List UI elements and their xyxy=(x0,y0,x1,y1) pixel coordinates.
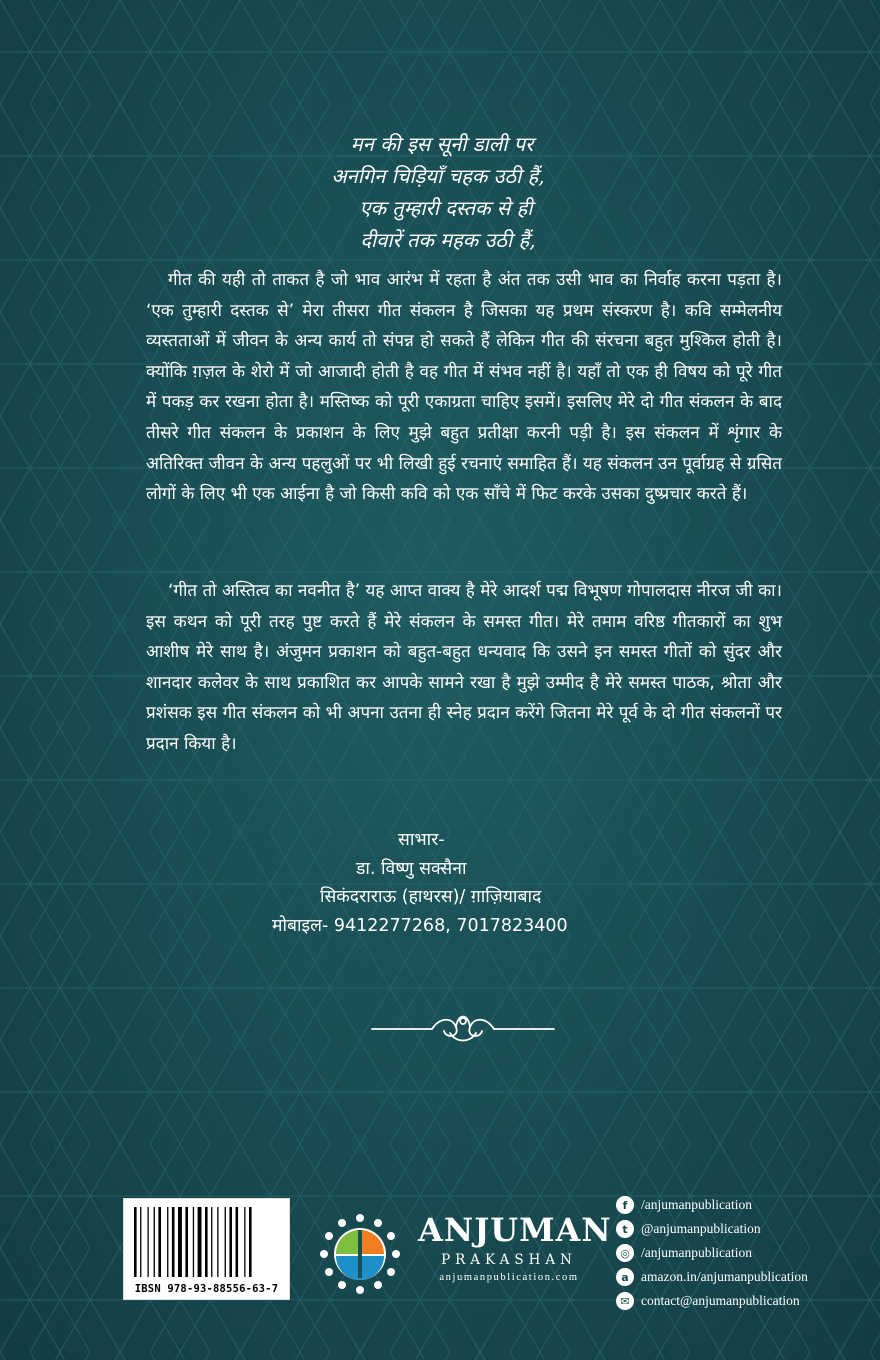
barcode-bar xyxy=(154,1207,155,1277)
poem-line: अनगिन चिड़ियाँ चहक उठी हैं, xyxy=(331,164,545,188)
social-links xyxy=(616,1193,866,1313)
barcode-bar xyxy=(167,1207,168,1277)
social-link-amazon xyxy=(616,1265,866,1289)
publisher-subtitle: PRAKASHAN xyxy=(441,1252,577,1268)
isbn-label: IBSN 978-93-88556-63-7 xyxy=(134,1283,279,1295)
barcode-bar xyxy=(140,1207,141,1277)
anjuman-logo-icon xyxy=(318,1212,402,1296)
author-place: सिकंदराराऊ (हाथरस)/ ग़ाज़ियाबाद xyxy=(320,887,542,907)
facebook-icon: f xyxy=(616,1196,634,1214)
barcode-bar xyxy=(148,1207,149,1277)
barcode-bar xyxy=(236,1207,239,1277)
barcode-bar xyxy=(205,1207,208,1277)
barcode-bar xyxy=(198,1207,202,1277)
social-handle: /anjumanpublication xyxy=(641,1197,752,1212)
instagram-icon: ◎ xyxy=(616,1244,634,1262)
author-name: डा. विष्णु सक्सैना xyxy=(356,858,467,879)
body-paragraph: ‘गीत तो अस्तित्व का नवनीत है’ यह आप्त वाक्य है मेरे आदर्श पद्म विभूषण गोपालदास नीरज जी का। इस कथन को पूरी तरह पुष्ट करते हैं मेरे संकलन के समस्त गीत। मेरे तमाम वरिष्ठ गीतकारों का शुभ आशीष मेरे साथ है। अंजुमन प्रकाशन को बहुत-बहुत धन्यवाद कि उसने इन समस्त गीतों को सुंदर और शानदार कलेवर के साथ प्रकाशित कर आपके सामने रखा है मुझे उम्मीद है मेरे समस्त पाठक, श्रोता और प्रशंसक इस गीत संकलन को भी अपना उतना ही स्नेह प्रदान करेंगे जितना मेरे पूर्व के दो गीत संकलनों पर प्रदान किया है। xyxy=(146,581,782,754)
signature-block xyxy=(0,826,880,940)
poem-line: दीवारें तक महक उठी हैं, xyxy=(360,228,536,252)
social-handle: /anjumanpublication xyxy=(641,1245,752,1260)
twitter-icon: t xyxy=(616,1220,634,1238)
barcode-bar xyxy=(249,1207,252,1277)
social-link-facebook xyxy=(616,1193,866,1217)
barcode-bar xyxy=(244,1207,245,1277)
barcode-bar xyxy=(211,1207,212,1277)
social-handle: @anjumanpublication xyxy=(641,1221,761,1236)
barcode-bars xyxy=(134,1207,279,1277)
mail-icon: ✉ xyxy=(616,1292,634,1310)
publisher-website: anjumanpublication.com xyxy=(439,1272,579,1283)
amazon-icon: a xyxy=(616,1268,634,1286)
social-handle: amazon.in/anjumanpublication xyxy=(641,1269,808,1284)
barcode xyxy=(123,1198,290,1300)
social-link-instagram xyxy=(616,1241,866,1265)
barcode-bar xyxy=(229,1207,232,1277)
barcode-bar xyxy=(178,1207,182,1277)
social-link-email xyxy=(616,1289,866,1313)
social-link-twitter xyxy=(616,1217,866,1241)
barcode-bar xyxy=(172,1207,175,1277)
social-handle: contact@anjumanpublication xyxy=(641,1293,800,1308)
ornament-divider xyxy=(370,1003,556,1049)
barcode-bar xyxy=(225,1207,226,1277)
poem-stanza xyxy=(0,128,880,256)
signature-salutation: साभार- xyxy=(398,830,445,850)
author-mobile: मोबाइल- 9412277268, 7017823400 xyxy=(272,915,568,936)
barcode-bar xyxy=(158,1207,161,1277)
barcode-bar xyxy=(193,1207,194,1277)
barcode-bar xyxy=(217,1207,218,1277)
poem-line: एक तुम्हारी दस्तक से ही xyxy=(359,196,533,220)
poem-line: मन की इस सूनी डाली पर xyxy=(350,132,534,156)
publisher-name: ANJUMAN xyxy=(418,1211,612,1249)
body-paragraph: गीत की यही तो ताकत है जो भाव आरंभ में रहता है अंत तक उसी भाव का निर्वाह करना पड़ता है। ‘एक तुम्हारी दस्तक से’ मेरा तीसरा गीत संकलन है जिसका यह प्रथम संस्करण है। कवि सम्मेलनीय व्यस्तताओं में जीवन के अन्य कार्य तो संपन्न हो सकते हैं लेकिन गीत की संरचना बहुत मुश्किल होती है। क्योंकि ग़ज़ल के शेरो में जो आजादी होती है वह गीत में संभव नहीं है। यहाँ तो एक ही विषय को पूरे गीत में पकड़ कर रखना होता है। मस्तिष्क को पूरी एकाग्रता चाहिए इसमें। इसलिए मेरे दो गीत संकलन के बाद तीसरे गीत संकलन के प्रकाशन के लिए मुझे बहुत प्रतीक्षा करनी पड़ी है। इस संकलन में शृंगार के अतिरिक्त जीवन के अन्य पहलुओं पर भी लिखी हुई रचनाएं समाहित हैं। यह संकलन उन पूर्वाग्रह से ग्रसित लोगों के लिए भी एक आईना है जो किसी कवि को एक साँचे में फिट करके उसका दुष्प्रचार करते हैं। xyxy=(146,270,782,505)
barcode-bar xyxy=(185,1207,188,1277)
barcode-bar xyxy=(134,1207,137,1277)
